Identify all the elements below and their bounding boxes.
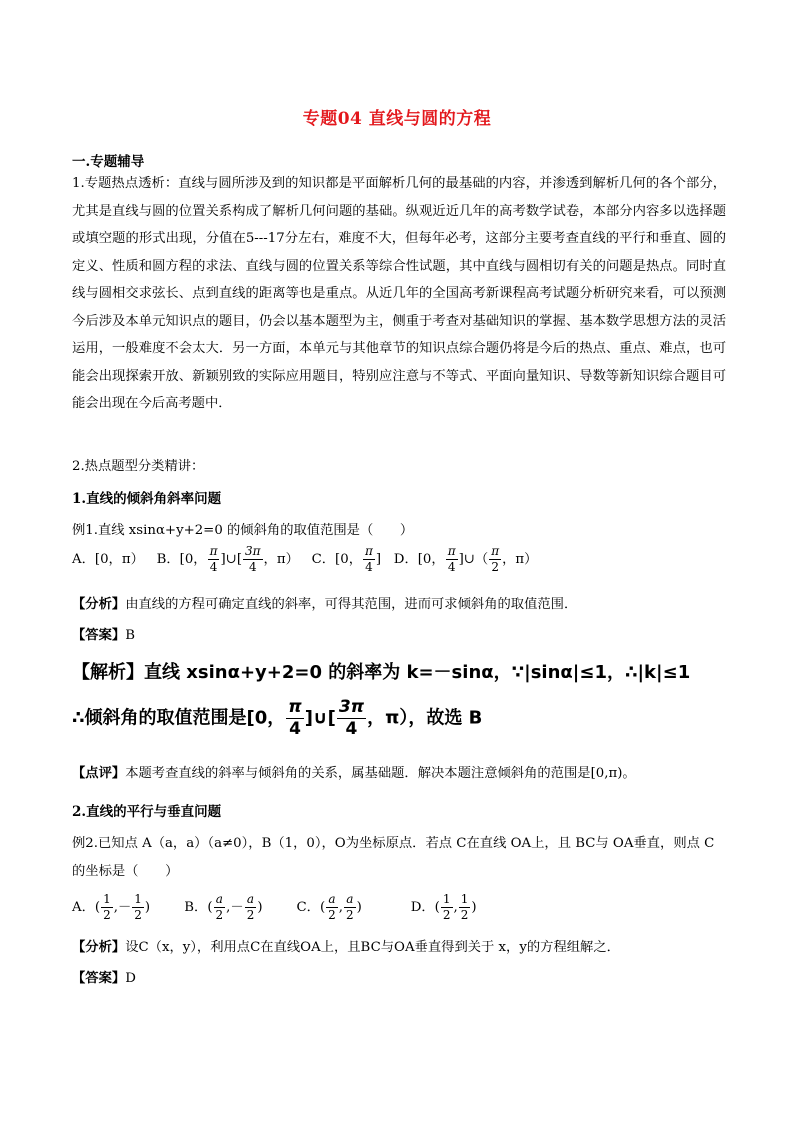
example1-options [72,544,537,575]
fraction-pi-4 [363,544,375,575]
fraction-denominator: 4 [345,719,358,739]
paren: ) [144,900,151,915]
fraction-numerator: π [447,544,456,558]
option-d-suffix: ，π） [502,552,538,567]
fraction-denominator: 4 [209,560,218,574]
option-d [411,892,477,923]
example2-answer [72,967,136,986]
fraction-numerator: π [288,697,302,717]
topic2-heading: 2.直线的平行与垂直问题 [72,804,222,820]
option-d [394,544,538,575]
example2-analysis [72,936,620,955]
comment-text: 本题考查直线的斜率与倾斜角的关系，属基础题．解决本题注意倾斜角的范围是[0,π)。 [125,766,636,781]
option-d-union: ]∪（ [458,552,489,567]
option-label: D． [410,900,435,915]
solution-union: ]∪[ [304,707,336,729]
fraction-pi-4 [286,697,303,740]
fraction-pi-2 [489,544,501,575]
paren: ( [319,900,326,915]
example1-solution-line2 [72,697,482,740]
option-c-prefix: C．[0， [311,552,362,567]
option-c-suffix: ] [375,552,382,567]
fraction-3pi-4 [337,697,366,740]
option-b-suffix: ，π） [263,552,299,567]
option-label: A． [72,900,95,915]
fraction-denominator: 2 [328,908,336,922]
fraction-1-2 [441,892,453,923]
fraction-numerator: 1 [134,892,142,906]
paren: ) [257,900,263,915]
option-a: A．[0，π） [72,552,144,567]
fraction-denominator: 2 [460,908,469,922]
option-d-prefix: D．[0， [393,552,445,567]
fraction-denominator: 2 [346,908,354,922]
answer-tag: 【答案】 [72,628,126,643]
option-c [296,892,406,923]
separator: ,－ [226,900,244,915]
answer-value: D [125,971,136,986]
option-c [312,544,382,575]
fraction-numerator: a [326,892,338,908]
analysis-tag: 【分析】 [72,597,126,612]
topic1-heading: 1.直线的倾斜角斜率问题 [72,491,222,507]
fraction-3pi-4 [243,544,263,575]
analysis-tag: 【分析】 [72,940,126,955]
separator: ,－ [113,900,132,915]
answer-value: B [125,628,135,643]
option-b-union: ]∪[ [220,552,243,567]
analysis-text: 设C（x，y），利用点C在直线OA上，且BC与OA垂直得到关于 x，y的方程组解之． [125,940,620,955]
example1-question: 例1.直线 xsinα+y+2=0 的倾斜角的取值范围是（ ） [72,523,414,538]
fraction-denominator: 4 [365,560,373,574]
fraction-a-2 [344,892,356,923]
paren: ) [356,900,362,915]
intro-subheading: 2.热点题型分类精讲： [72,459,205,474]
paren: ( [94,900,101,915]
fraction-pi-4 [208,544,220,575]
analysis-text: 由直线的方程可确定直线的斜率，可得其范围，进而可求倾斜角的取值范围． [125,597,578,612]
fraction-1-2 [459,892,471,923]
fraction-numerator: a [214,892,226,908]
option-b [184,892,292,923]
answer-tag: 【答案】 [72,971,126,986]
fraction-denominator: 4 [447,560,456,574]
intro-paragraph: 1.专题热点透析：直线与圆所涉及到的知识都是平面解析几何的最基础的内容，并渗透到解析几何的各个部分，尤其是直线与圆的位置关系构成了解析几何问题的基础。纵观近近几年的高考数学试卷，本部分内容多以选择题或填空题的形式出现，分值在5---17分左右，难度不大，但每年必考，这部分主要考查直线的平行和垂直、圆的定义、性质和圆方程的求法、直线与圆的位置关系等综合性试题，其中直线与圆相切有关的问题是热点。同时直线与圆相交求弦长、点到直线的距离等也是重点。从近几年的全国高考新课程高考试题分析研究来看，可以预测今后涉及本单元知识点的题目，仍会以基本题型为主，侧重于考查对基础知识的掌握、基本数学思想方法的灵活运用，一般难度不会太大．另一方面，本单元与其他章节的知识点综合题仍将是今后的热点、重点、难点，也可能会出现探索开放、新颖别致的实际应用题目，特别应注意与不等式、平面向量知识、导数等新知识综合题目可能会出现在今后高考题中． [72,176,726,411]
option-b [157,544,299,575]
page-title: 专题04 直线与圆的方程 [302,109,492,129]
fraction-1-2 [132,892,144,923]
example1-comment [72,762,636,781]
section-heading: 一.专题辅导 [72,154,145,170]
fraction-denominator: 4 [289,719,301,739]
example1-solution-line1: 【解析】直线 xsinα+y+2=0 的斜率为 k=－sinα，∵|sinα|≤1，∴|k|≤1 [72,662,691,683]
fraction-numerator: π [491,544,500,558]
comment-tag: 【点评】 [72,766,126,781]
fraction-numerator: 3π [245,544,261,558]
separator: , [453,900,458,915]
fraction-a-2 [245,892,257,923]
fraction-denominator: 2 [103,908,111,922]
fraction-1-2 [101,892,113,923]
example2-question-line1: 例2.已知点 A（a，a）（a≠0），B（1，0），O为坐标原点．若点 C在直线 OA上，且 BC与 OA垂直，则点 C [72,836,715,851]
example2-question-line2: 的坐标是（ ） [72,864,179,879]
separator: , [338,900,344,915]
example1-answer [72,624,135,643]
fraction-numerator: a [344,892,356,908]
fraction-numerator: a [245,892,257,908]
paren: ) [471,900,477,915]
fraction-denominator: 2 [442,908,451,922]
fraction-a-2 [326,892,338,923]
fraction-a-2 [214,892,226,923]
fraction-numerator: 3π [338,697,365,717]
fraction-denominator: 2 [134,908,142,922]
solution-prefix: ∴倾斜角的取值范围是[0， [72,707,286,729]
fraction-denominator: 2 [246,908,255,922]
fraction-numerator: π [365,544,373,558]
option-label: B． [184,900,208,915]
option-b-prefix: B．[0， [156,552,207,567]
fraction-pi-4 [446,544,458,575]
fraction-numerator: 1 [442,892,451,906]
solution-suffix: ，π），故选 B [367,707,483,729]
option-a [72,892,180,923]
fraction-numerator: 1 [460,892,469,906]
paren: ( [434,900,440,915]
paren: ( [207,900,213,915]
fraction-denominator: 2 [491,560,499,574]
fraction-numerator: π [209,544,218,558]
example1-analysis [72,593,577,612]
example2-options [72,892,477,923]
fraction-denominator: 4 [248,560,257,574]
fraction-denominator: 2 [215,908,224,922]
fraction-numerator: 1 [103,892,111,906]
option-label: C． [296,900,320,915]
